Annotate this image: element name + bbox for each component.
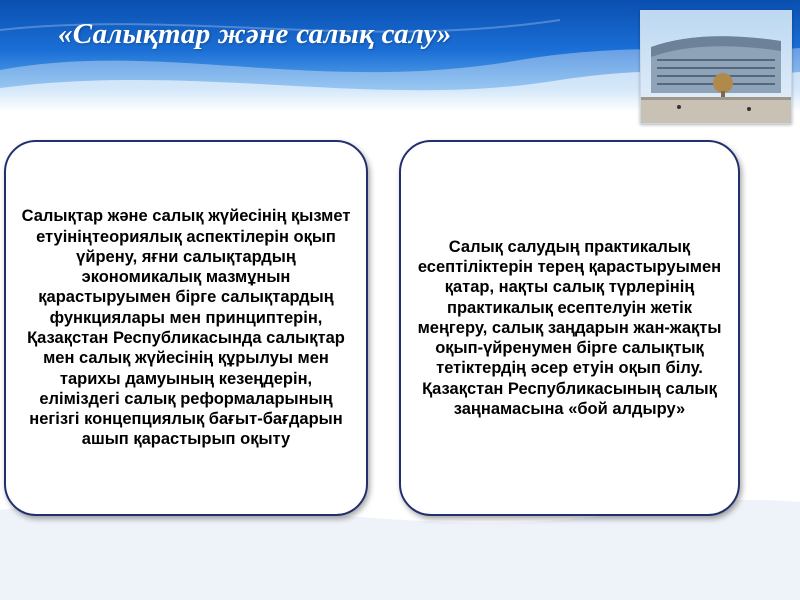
- slide-title: «Салықтар және салық салу»: [58, 18, 452, 50]
- building-photo: [640, 10, 792, 124]
- card-practice-text: Салық салудың практикалық есептіліктерін терең қарастыруымен қатар, нақты салық түрлерінің практикалық есептелуін жетік меңгеру, салық заңдарын жан-жақты оқып-үйренумен бірге салықтық тетіктердің әсер етуін оқып білу. Қазақстан Республикасының салық заңнамасына «бой алдыру»: [417, 237, 722, 419]
- card-practice: [399, 140, 740, 516]
- card-theory: [4, 140, 368, 516]
- card-theory-text: Салықтар және салық жүйесінің қызмет етуініңтеориялық аспектілерін оқып үйрену, яғни салықтардың экономикалық мазмұнын қарастыруымен бірге салықтардың функциялары мен принциптерін, Қазақстан Республикасында салықтар мен салық жүйесінің құрылуы мен тарихы дамуының кезеңдерін, еліміздегі салық реформаларының негізгі концепциялық бағыт-бағдарын ашып қарастырып оқыту: [21, 207, 351, 449]
